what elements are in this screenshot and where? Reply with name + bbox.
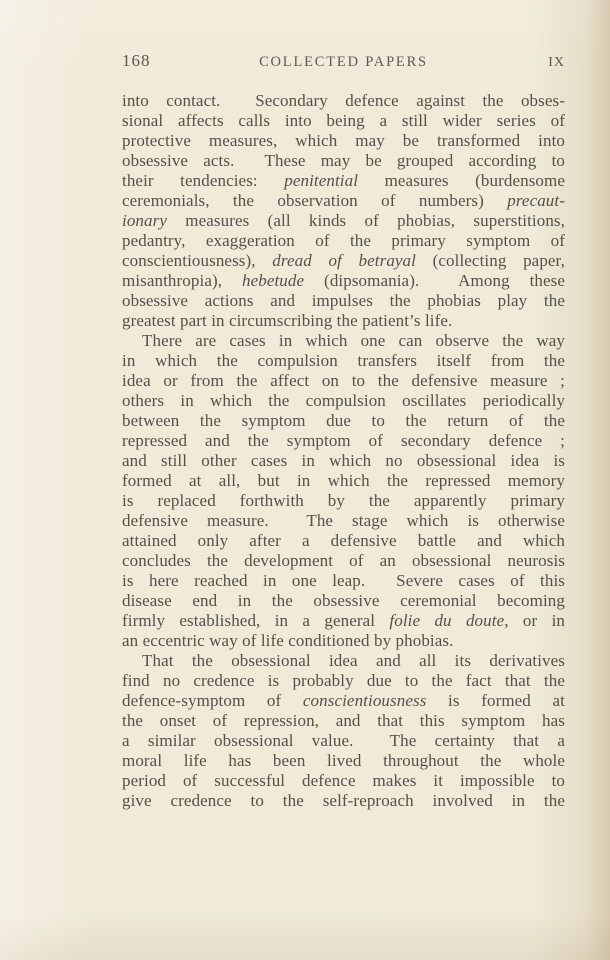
text-line: protective measures, which may be transformed into xyxy=(122,131,565,150)
text-line: between the symptom due to the return of the xyxy=(122,411,565,430)
text-line: obsessive acts. These may be grouped according to xyxy=(122,151,565,170)
text-line: conscientiousness), dread of betrayal (collecting paper, xyxy=(122,251,565,270)
text-line: misanthropia), hebetude (dipsomania). Among these xyxy=(122,271,565,290)
text-line: defence-symptom of conscientiousness is formed at xyxy=(122,691,565,710)
text-line: their tendencies: penitential measures (burdensome xyxy=(122,171,565,190)
text-line: sional affects calls into being a still wider series of xyxy=(122,111,565,130)
text-line: the onset of repression, and that this symptom has xyxy=(122,711,565,730)
text-line: is replaced forthwith by the apparently primary xyxy=(122,491,565,510)
text-line: disease end in the obsessive ceremonial becoming xyxy=(122,591,565,610)
text-line: find no credence is probably due to the fact that the xyxy=(122,671,565,690)
page-number: 168 xyxy=(122,51,151,70)
text-line: into contact. Secondary defence against the obses- xyxy=(122,91,565,110)
text-line: concludes the development of an obsessional neurosis xyxy=(122,551,565,570)
text-line: repressed and the symptom of secondary defence ; xyxy=(122,431,565,450)
text-line: greatest part in circumscribing the patient’s life. xyxy=(122,311,453,330)
text-line: is here reached in one leap. Severe cases of this xyxy=(122,571,565,590)
page-body xyxy=(122,91,565,811)
text-line: moral life has been lived throughout the whole xyxy=(122,751,565,770)
text-line: obsessive actions and impulses the phobias play the xyxy=(122,291,565,310)
running-head xyxy=(122,51,565,71)
text-line: firmly established, in a general folie du doute, or in xyxy=(122,611,565,630)
text-line: ceremonials, the observation of numbers) precaut- xyxy=(122,191,565,210)
running-title: COLLECTED PAPERS xyxy=(259,54,428,70)
text-line: defensive measure. The stage which is otherwise xyxy=(122,511,565,530)
text-line: That the obsessional idea and all its derivatives xyxy=(142,651,565,670)
section-numeral: IX xyxy=(548,55,565,70)
text-line: idea or from the affect on to the defensive measure ; xyxy=(122,371,565,390)
text-line: formed at all, but in which the repressed memory xyxy=(122,471,565,490)
text-line: pedantry, exaggeration of the primary symptom of xyxy=(122,231,565,250)
text-line: attained only after a defensive battle and which xyxy=(122,531,565,550)
text-line: ionary measures (all kinds of phobias, superstitions, xyxy=(122,211,565,230)
text-line: in which the compulsion transfers itself from the xyxy=(122,351,565,370)
text-line: There are cases in which one can observe the way xyxy=(142,331,565,350)
text-line: a similar obsessional value. The certainty that a xyxy=(122,731,565,750)
text-line: period of successful defence makes it impossible to xyxy=(122,771,565,790)
text-line: and still other cases in which no obsessional idea is xyxy=(122,451,565,470)
text-line: an eccentric way of life conditioned by phobias. xyxy=(122,631,454,650)
text-line: others in which the compulsion oscillates periodically xyxy=(122,391,565,410)
text-line: give credence to the self-reproach involved in the xyxy=(122,791,565,810)
